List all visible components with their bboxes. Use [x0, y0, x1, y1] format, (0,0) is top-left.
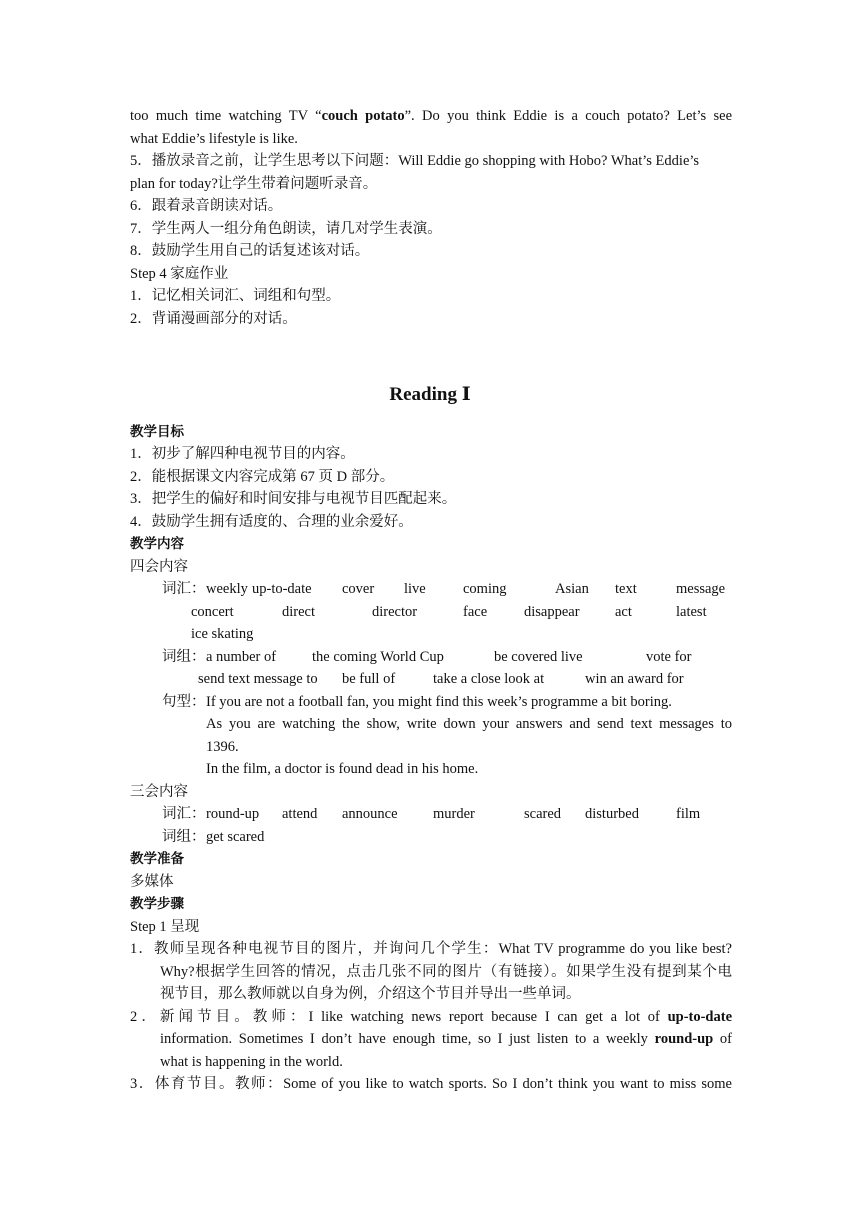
list-item: 4．鼓励学生拥有适度的、合理的业余爱好。 — [130, 514, 413, 530]
vocab-word: up-to-date — [252, 581, 312, 597]
phrase-item: vote for — [646, 649, 692, 665]
paragraph-line: information. Sometimes I don’t have enough time, so I just listen to a weekly round-up of — [160, 1031, 733, 1047]
phrase-item: win an award for — [585, 671, 684, 687]
vocab-label: 词汇： — [162, 581, 206, 597]
phrase-item: be covered live — [494, 649, 583, 665]
vocab-word: text — [615, 581, 637, 597]
vocab-word: disturbed — [585, 806, 639, 822]
vocab-word: act — [615, 604, 632, 620]
step-heading: Step 1 呈现 — [130, 919, 200, 935]
phrase-item: the coming World Cup — [312, 649, 444, 665]
paragraph-line: Why?根据学生回答的情况，点击几张不同的图片（有链接）。如果学生没有提到某个电 — [160, 964, 732, 980]
vocab-word: latest — [676, 604, 707, 620]
sentence-row — [0, 691, 860, 714]
list-item: 2．背诵漫画部分的对话。 — [130, 311, 297, 327]
phrase-row — [0, 646, 860, 669]
vocab-label: 词汇： — [162, 806, 206, 822]
vocab-word: cover — [342, 581, 375, 597]
phrase-item: take a close look at — [433, 671, 545, 687]
paragraph-line: 1．教师呈现各种电视节目的图片，并询问几个学生：What TV programme do you like best? — [130, 941, 732, 957]
paragraph-line: 2．新闻节目。教师：I like watching news report because I can get a lot of up-to-date — [130, 1009, 733, 1025]
paragraph-line: what Eddie’s lifestyle is like. — [130, 131, 298, 147]
vocab-word: Asian — [555, 581, 589, 597]
list-item: 8．鼓励学生用自己的话复述该对话。 — [130, 243, 370, 259]
vocab-word: message — [676, 581, 726, 597]
list-item: 1．初步了解四种电视节目的内容。 — [130, 446, 355, 462]
list-item: 3．把学生的偏好和时间安排与电视节目匹配起来。 — [130, 491, 457, 507]
vocab-row — [0, 578, 860, 601]
bold-term: round-up — [654, 1031, 714, 1047]
objectives-heading: 教学目标 — [130, 424, 184, 440]
vocab-word: concert — [191, 604, 234, 620]
vocab-word: director — [372, 604, 418, 620]
paragraph-line: plan for today?让学生带着问题听录音。 — [130, 176, 378, 192]
phrase-label: 词组： — [162, 829, 206, 845]
list-item: 6．跟着录音朗读对话。 — [130, 198, 283, 214]
phrase-item: get scared — [206, 829, 265, 845]
sentence-label: 句型： — [162, 694, 206, 710]
vocab-word: face — [463, 604, 488, 620]
paragraph-line: 视节目，那么教师就以自身为例，介绍这个节目并导出一些单词。 — [160, 986, 581, 1002]
content-heading: 教学内容 — [130, 536, 184, 552]
vocab-word: attend — [282, 806, 318, 822]
vocab-word: ice skating — [191, 626, 254, 642]
sentence: If you are not a football fan, you might find this week’s programme a bit boring. — [206, 694, 672, 710]
paragraph-line: 3．体育节目。教师：Some of you like to watch sports. So I don’t think you want to miss some — [130, 1076, 732, 1092]
sentence: 1396. — [206, 739, 239, 755]
vocab-word: coming — [463, 581, 507, 597]
phrase-item: send text message to — [198, 671, 318, 687]
sentence: As you are watching the show, write down your answers and send text messages to — [206, 716, 732, 732]
vocab-word: direct — [282, 604, 316, 620]
paragraph-line: too much time watching TV “couch potato”. Do you think Eddie is a couch potato? Let’s see — [130, 108, 733, 124]
section-title: Reading Ⅰ — [389, 384, 471, 405]
phrase-item: be full of — [342, 671, 396, 687]
vocab-word: murder — [433, 806, 475, 822]
steps-heading: 教学步骤 — [130, 896, 184, 912]
vocab-word: film — [676, 806, 701, 822]
vocab-word: announce — [342, 806, 398, 822]
sentence: In the film, a doctor is found dead in his home. — [206, 761, 479, 777]
prep-heading: 教学准备 — [130, 851, 184, 867]
vocab-row — [0, 803, 860, 826]
bold-term: up-to-date — [667, 1009, 733, 1025]
subheading: 四会内容 — [130, 559, 188, 575]
prep-text: 多媒体 — [130, 874, 174, 890]
vocab-word: weekly — [206, 581, 248, 597]
bold-term: couch potato — [321, 108, 405, 124]
phrase-row — [0, 668, 860, 691]
subheading: 三会内容 — [130, 784, 188, 800]
paragraph-line: 5．播放录音之前，让学生思考以下问题：Will Eddie go shopping with Hobo? What’s Eddie’s — [130, 153, 700, 169]
phrase-label: 词组： — [162, 649, 206, 665]
step-heading: Step 4 家庭作业 — [130, 266, 229, 282]
phrase-row — [0, 826, 860, 849]
vocab-word: disappear — [524, 604, 580, 620]
list-item: 1．记忆相关词汇、词组和句型。 — [130, 288, 341, 304]
vocab-word: round-up — [206, 806, 260, 822]
phrase-item: a number of — [206, 649, 277, 665]
list-item: 7．学生两人一组分角色朗读，请几对学生表演。 — [130, 221, 442, 237]
paragraph-line: what is happening in the world. — [160, 1054, 343, 1070]
vocab-word: scared — [524, 806, 562, 822]
list-item: 2．能根据课文内容完成第 67 页 D 部分。 — [130, 469, 395, 485]
vocab-row — [0, 601, 860, 624]
vocab-word: live — [404, 581, 426, 597]
